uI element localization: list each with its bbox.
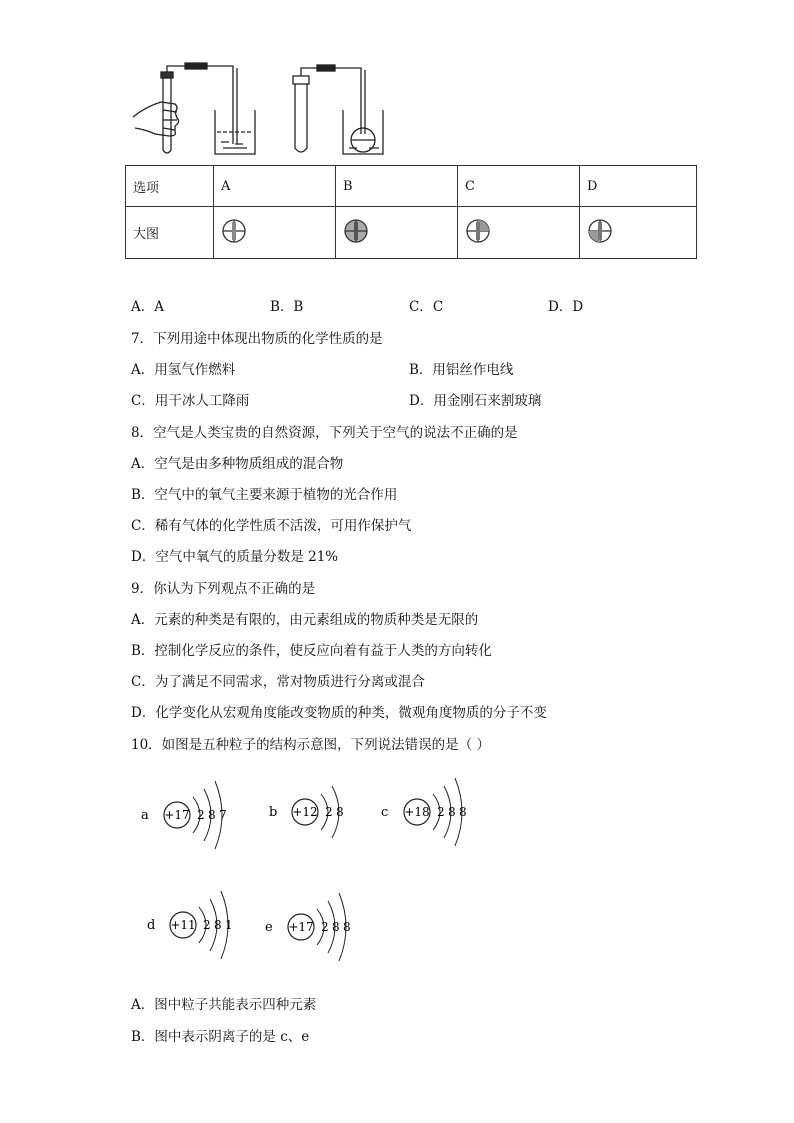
q9-option-d[interactable]: D．化学变化从宏观角度能改变物质的种类，微观角度物质的分子不变 (131, 705, 547, 721)
q8-option-c[interactable]: C．稀有气体的化学性质不活泼，可用作保护气 (131, 518, 412, 534)
electron-count: 2 (203, 918, 211, 932)
electron-count: 8 (336, 805, 344, 819)
table-cell: B (336, 166, 458, 207)
q8-option-d[interactable]: D．空气中氧气的质量分数是 21% (131, 549, 339, 565)
atom-diagram-e (265, 893, 351, 961)
q6-option-b[interactable]: B．B (270, 299, 304, 315)
atom-structure-diagrams (125, 760, 505, 980)
options-table (125, 165, 697, 259)
apparatus-illustration (125, 62, 405, 162)
electron-count: 8 (343, 920, 351, 934)
nucleus-charge: +12 (292, 805, 318, 819)
atom-diagram-c (381, 778, 467, 846)
electron-count: 8 (459, 805, 467, 819)
electron-count: 2 (437, 805, 445, 819)
q7-option-d[interactable]: D．用金刚石来割玻璃 (409, 393, 542, 409)
q7-option-a[interactable]: A．用氢气作燃料 (131, 362, 236, 378)
q6-option-a[interactable]: A．A (131, 299, 164, 315)
table-cell: D (580, 166, 697, 207)
atom-label: c (381, 805, 389, 820)
atom-label: e (265, 920, 273, 935)
table-cell (580, 207, 697, 259)
electron-count: 7 (219, 808, 227, 822)
table-cell: A (214, 166, 336, 207)
electron-count: 8 (332, 920, 340, 934)
q6-option-c[interactable]: C．C (409, 299, 444, 315)
electron-count: 8 (208, 808, 216, 822)
q9-option-c[interactable]: C．为了满足不同需求，常对物质进行分离或混合 (131, 674, 425, 690)
electron-count: 2 (325, 805, 333, 819)
table-row (126, 207, 697, 259)
electron-count: 8 (448, 805, 456, 819)
circle-diagram-b (343, 218, 369, 244)
q8-stem: 8．空气是人类宝贵的自然资源，下列关于空气的说法不正确的是 (131, 425, 518, 441)
circle-diagram-a (221, 218, 247, 244)
electron-count: 1 (225, 918, 233, 932)
table-cell (214, 207, 336, 259)
circle-diagram-d (587, 218, 613, 244)
table-cell: C (458, 166, 580, 207)
table-cell (336, 207, 458, 259)
table-header-row (126, 166, 697, 207)
q7-stem: 7．下列用途中体现出物质的化学性质的是 (131, 331, 383, 347)
q6-option-d[interactable]: D．D (548, 299, 584, 315)
table-cell: 选项 (126, 166, 214, 207)
q8-option-b[interactable]: B．空气中的氧气主要来源于植物的光合作用 (131, 487, 398, 503)
nucleus-charge: +11 (170, 918, 196, 932)
q10-option-b[interactable]: B．图中表示阴离子的是 c、e (131, 1029, 310, 1045)
electron-count: 8 (214, 918, 222, 932)
table-cell (458, 207, 580, 259)
nucleus-charge: +17 (288, 920, 314, 934)
q10-option-a[interactable]: A．图中粒子共能表示四种元素 (131, 997, 317, 1013)
q8-option-a[interactable]: A．空气是由多种物质组成的混合物 (131, 456, 344, 472)
q9-option-b[interactable]: B．控制化学反应的条件，使反应向着有益于人类的方向转化 (131, 643, 492, 659)
q9-option-a[interactable]: A．元素的种类是有限的，由元素组成的物质种类是无限的 (131, 612, 479, 628)
atom-diagram-d (147, 891, 233, 959)
q9-stem: 9．你认为下列观点不正确的是 (131, 581, 316, 597)
electron-count: 2 (321, 920, 329, 934)
nucleus-charge: +18 (404, 805, 430, 819)
q7-option-c[interactable]: C．用干冰人工降雨 (131, 393, 250, 409)
nucleus-charge: +17 (164, 808, 190, 822)
q10-stem: 10．如图是五种粒子的结构示意图，下列说法错误的是（ ） (131, 737, 490, 753)
circle-diagram-c (465, 218, 491, 244)
atom-label: b (269, 805, 278, 820)
atom-label: a (141, 808, 149, 823)
atom-diagram-b (269, 786, 344, 838)
q7-option-b[interactable]: B．用铝丝作电线 (409, 362, 514, 378)
table-cell: 大图 (126, 207, 214, 259)
atom-diagram-a (141, 781, 227, 849)
electron-count: 2 (197, 808, 205, 822)
atom-label: d (147, 918, 156, 933)
